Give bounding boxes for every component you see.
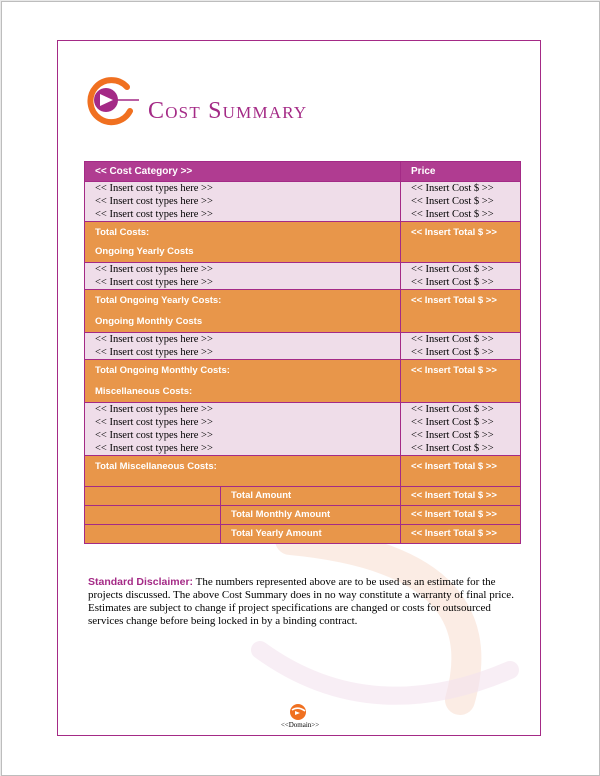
total-costs-value: << Insert Total $ >> xyxy=(411,227,497,238)
cost-amount-placeholder: << Insert Cost $ >> xyxy=(411,277,494,288)
cost-type-placeholder: << Insert cost types here >> xyxy=(95,196,213,207)
cost-items-group-3 xyxy=(85,333,521,360)
total-amount-value: << Insert Total $ >> xyxy=(401,487,521,506)
total-yearly-amount-label: Total Yearly Amount xyxy=(221,525,401,544)
total-misc-costs-value: << Insert Total $ >> xyxy=(411,461,497,472)
total-misc-costs-row xyxy=(85,456,521,487)
total-amount-row xyxy=(85,487,521,506)
cost-type-placeholder: << Insert cost types here >> xyxy=(95,277,213,288)
footer-logo-icon xyxy=(289,703,307,721)
cost-type-placeholder: << Insert cost types here >> xyxy=(95,347,213,358)
disclaimer-text: The numbers represented above are to be used as an estimate for the projects discussed. The above Cost Summary does in no way constitute a warranty of final price. Estimates are subject to change if project specifications are changed or costs for outsourced services change before being locked in by a binding contract. xyxy=(88,576,514,627)
cost-type-placeholder: << Insert cost types here >> xyxy=(95,443,213,454)
summary-blank-cell xyxy=(85,487,221,506)
cost-amount-placeholder: << Insert Cost $ >> xyxy=(411,183,494,194)
standard-disclaimer xyxy=(88,576,520,628)
cost-type-placeholder: << Insert cost types here >> xyxy=(95,404,213,415)
header-cost-category: << Cost Category >> xyxy=(85,162,401,182)
total-monthly-amount-label: Total Monthly Amount xyxy=(221,506,401,525)
cost-items-group-1 xyxy=(85,182,521,222)
summary-blank-cell xyxy=(85,525,221,544)
total-monthly-amount-row xyxy=(85,506,521,525)
company-logo-icon xyxy=(83,73,139,129)
page-title: Cost Summary xyxy=(148,98,308,124)
cost-type-placeholder: << Insert cost types here >> xyxy=(95,334,213,345)
cost-type-placeholder: << Insert cost types here >> xyxy=(95,209,213,220)
total-ongoing-yearly-value: << Insert Total $ >> xyxy=(411,295,497,306)
total-ongoing-monthly-label: Total Ongoing Monthly Costs: xyxy=(95,365,230,376)
total-yearly-amount-value: << Insert Total $ >> xyxy=(401,525,521,544)
disclaimer-label: Standard Disclaimer: xyxy=(88,576,194,588)
cost-amount-placeholder: << Insert Cost $ >> xyxy=(411,264,494,275)
cost-amount-placeholder: << Insert Cost $ >> xyxy=(411,443,494,454)
ongoing-yearly-heading: Ongoing Yearly Costs xyxy=(95,246,194,257)
ongoing-monthly-heading: Ongoing Monthly Costs xyxy=(95,316,203,327)
cost-type-placeholder: << Insert cost types here >> xyxy=(95,183,213,194)
cost-type-placeholder: << Insert cost types here >> xyxy=(95,430,213,441)
cost-type-placeholder: << Insert cost types here >> xyxy=(95,264,213,275)
table-header-row xyxy=(85,162,521,182)
cost-items-group-2 xyxy=(85,263,521,290)
cost-amount-placeholder: << Insert Cost $ >> xyxy=(411,196,494,207)
total-ongoing-monthly-value: << Insert Total $ >> xyxy=(411,365,497,376)
header-price: Price xyxy=(401,162,521,182)
cost-amount-placeholder: << Insert Cost $ >> xyxy=(411,209,494,220)
total-yearly-amount-row xyxy=(85,525,521,544)
cost-amount-placeholder: << Insert Cost $ >> xyxy=(411,417,494,428)
summary-blank-cell xyxy=(85,506,221,525)
cost-amount-placeholder: << Insert Cost $ >> xyxy=(411,430,494,441)
total-amount-label: Total Amount xyxy=(221,487,401,506)
cost-items-group-4 xyxy=(85,403,521,456)
cost-type-placeholder: << Insert cost types here >> xyxy=(95,417,213,428)
cost-summary-table xyxy=(84,161,521,544)
cost-amount-placeholder: << Insert Cost $ >> xyxy=(411,404,494,415)
misc-costs-heading: Miscellaneous Costs: xyxy=(95,386,193,397)
cost-amount-placeholder: << Insert Cost $ >> xyxy=(411,334,494,345)
total-costs-label: Total Costs: xyxy=(95,227,150,238)
cost-amount-placeholder: << Insert Cost $ >> xyxy=(411,347,494,358)
footer-domain: <<Domain>> xyxy=(280,721,320,729)
total-ongoing-monthly-row xyxy=(85,360,521,403)
total-misc-costs-label: Total Miscellaneous Costs: xyxy=(95,461,217,472)
total-ongoing-yearly-label: Total Ongoing Yearly Costs: xyxy=(95,295,222,306)
total-ongoing-yearly-row xyxy=(85,290,521,333)
total-costs-row xyxy=(85,222,521,263)
total-monthly-amount-value: << Insert Total $ >> xyxy=(401,506,521,525)
